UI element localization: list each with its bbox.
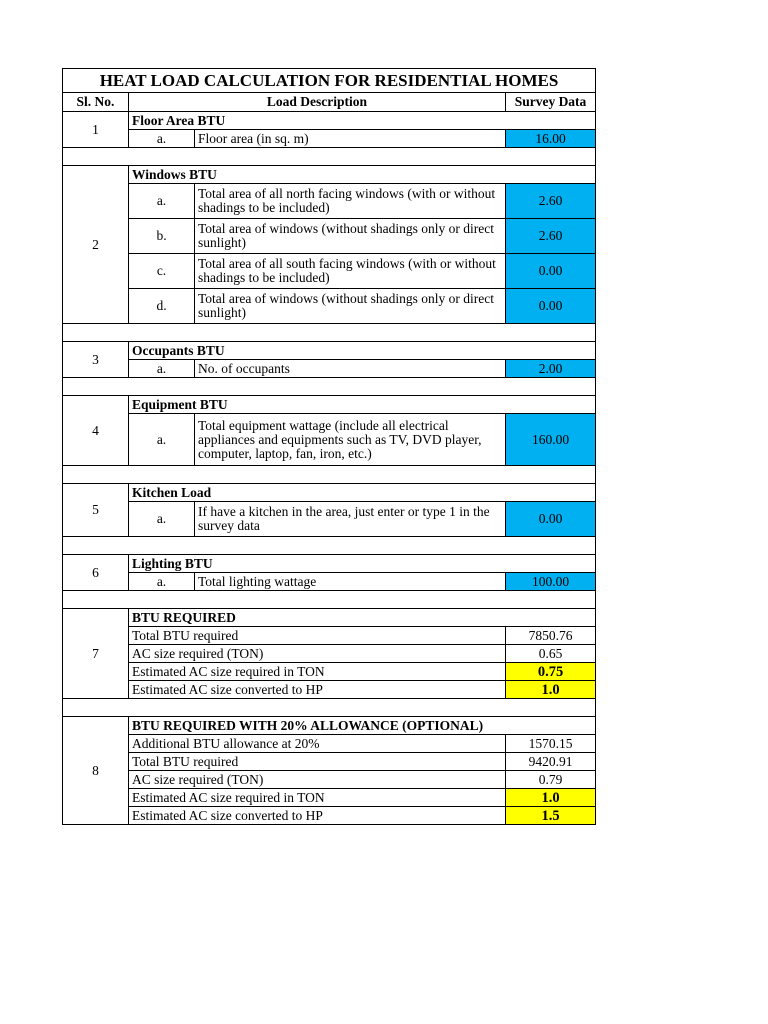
item-description: Total area of all south facing windows (with or without shadings to be included) [195, 254, 506, 289]
item-description: Floor area (in sq. m) [195, 130, 506, 148]
item-sub-label: a. [129, 130, 195, 148]
item-description: No. of occupants [195, 360, 506, 378]
result-estimated-ton-allowance: 1.0 [506, 789, 596, 807]
header-load-description: Load Description [129, 93, 506, 112]
item-sub-label: d. [129, 289, 195, 324]
item-sub-label: a. [129, 502, 195, 537]
section-number-1: 1 [63, 112, 129, 148]
section-number-4: 4 [63, 396, 129, 466]
survey-input-floor-area[interactable]: 16.00 [506, 130, 596, 148]
survey-input-kitchen[interactable]: 0.00 [506, 502, 596, 537]
item-description: Total lighting wattage [195, 573, 506, 591]
section-number-6: 6 [63, 555, 129, 591]
result-total-btu-allowance: 9420.91 [506, 753, 596, 771]
section-title-kitchen: Kitchen Load [129, 484, 596, 502]
section-number-7: 7 [63, 609, 129, 699]
spacer-row [63, 466, 596, 484]
item-sub-label: a. [129, 360, 195, 378]
result-ac-size-ton: 0.65 [506, 645, 596, 663]
result-label: Total BTU required [129, 753, 506, 771]
section-number-8: 8 [63, 717, 129, 825]
section-number-5: 5 [63, 484, 129, 537]
result-label: AC size required (TON) [129, 771, 506, 789]
heat-load-table [62, 68, 596, 825]
item-description: Total area of windows (without shadings only or direct sunlight) [195, 289, 506, 324]
section-title-equipment: Equipment BTU [129, 396, 596, 414]
survey-input-south-windows[interactable]: 0.00 [506, 254, 596, 289]
result-label: Total BTU required [129, 627, 506, 645]
item-description: If have a kitchen in the area, just enter or type 1 in the survey data [195, 502, 506, 537]
result-total-btu: 7850.76 [506, 627, 596, 645]
survey-input-north-direct-windows[interactable]: 2.60 [506, 219, 596, 254]
spacer-row [63, 324, 596, 342]
survey-input-lighting-wattage[interactable]: 100.00 [506, 573, 596, 591]
survey-input-equipment-wattage[interactable]: 160.00 [506, 414, 596, 466]
item-description: Total equipment wattage (include all electrical appliances and equipments such as TV, DVD player, computer, laptop, fan, iron, etc.) [195, 414, 506, 466]
sheet-title: HEAT LOAD CALCULATION FOR RESIDENTIAL HOMES [63, 69, 596, 93]
header-survey-data: Survey Data [506, 93, 596, 112]
section-title-floor-area: Floor Area BTU [129, 112, 596, 130]
result-estimated-hp-allowance: 1.5 [506, 807, 596, 825]
item-sub-label: a. [129, 414, 195, 466]
result-label: Estimated AC size required in TON [129, 789, 506, 807]
section-title-btu-allowance: BTU REQUIRED WITH 20% ALLOWANCE (OPTIONAL) [129, 717, 596, 735]
spacer-row [63, 591, 596, 609]
spacer-row [63, 699, 596, 717]
section-title-lighting: Lighting BTU [129, 555, 596, 573]
section-title-windows: Windows BTU [129, 166, 596, 184]
section-title-btu-required: BTU REQUIRED [129, 609, 596, 627]
spacer-row [63, 148, 596, 166]
item-description: Total area of all north facing windows (with or without shadings to be included) [195, 184, 506, 219]
survey-input-occupants[interactable]: 2.00 [506, 360, 596, 378]
result-label: Additional BTU allowance at 20% [129, 735, 506, 753]
result-label: AC size required (TON) [129, 645, 506, 663]
survey-input-north-windows[interactable]: 2.60 [506, 184, 596, 219]
result-label: Estimated AC size converted to HP [129, 681, 506, 699]
header-sl-no: Sl. No. [63, 93, 129, 112]
result-estimated-ton: 0.75 [506, 663, 596, 681]
item-sub-label: c. [129, 254, 195, 289]
result-label: Estimated AC size converted to HP [129, 807, 506, 825]
item-sub-label: b. [129, 219, 195, 254]
item-description: Total area of windows (without shadings only or direct sunlight) [195, 219, 506, 254]
section-number-3: 3 [63, 342, 129, 378]
section-number-2: 2 [63, 166, 129, 324]
section-title-occupants: Occupants BTU [129, 342, 596, 360]
item-sub-label: a. [129, 573, 195, 591]
result-additional-btu: 1570.15 [506, 735, 596, 753]
result-ac-size-ton-allowance: 0.79 [506, 771, 596, 789]
spacer-row [63, 378, 596, 396]
spacer-row [63, 537, 596, 555]
result-estimated-hp: 1.0 [506, 681, 596, 699]
result-label: Estimated AC size required in TON [129, 663, 506, 681]
survey-input-south-direct-windows[interactable]: 0.00 [506, 289, 596, 324]
item-sub-label: a. [129, 184, 195, 219]
